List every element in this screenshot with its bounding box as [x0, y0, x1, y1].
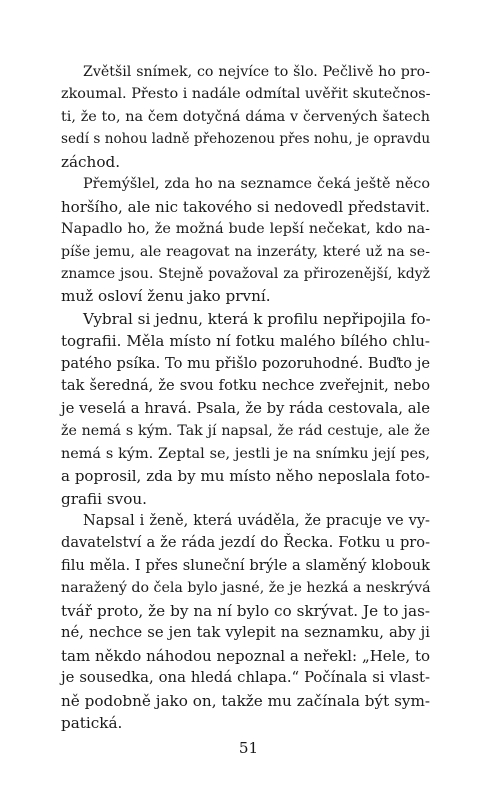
- text-line: je sousedka, ona hledá chlapa.“ Počínala si vlast-: [61, 669, 430, 686]
- text-line: zkoumal. Přesto i nadále odmítal uvěřit skutečnos-: [61, 86, 431, 102]
- text-line: Napsal i ženě, která uváděla, že pracuje ve vy-: [83, 512, 430, 529]
- text-line: nemá s kým. Zeptal se, jestli je na snímku její pes,: [61, 446, 430, 462]
- text-line: filu měla. I přes sluneční brýle a slaměný klobouk: [61, 557, 430, 574]
- text-line: patého psíka. To mu přišlo pozoruhodné. Buďto je: [61, 355, 430, 372]
- text-line: znamce jsou. Stejně považoval za přirozenější, když: [61, 266, 430, 282]
- text-line: né, nechce se jen tak vylepit na seznamku, aby ji: [61, 624, 430, 641]
- text-line: píše jemu, ale reagovat na inzeráty, které už na se-: [61, 244, 430, 260]
- text-line: sedí s nohou ladně přehozenou přes nohu, je opravdu: [61, 131, 431, 147]
- text-line: patická.: [61, 714, 123, 732]
- text-line: Vybral si jednu, která k profilu nepřipojila fo-: [83, 310, 431, 328]
- text-line: a poprosil, zda by mu místo něho neposlala foto-: [61, 467, 430, 485]
- text-line: Napadlo ho, že možná bude lepší nečekat, kdo na-: [61, 221, 430, 237]
- text-line: davatelství a že ráda jezdí do Řecka. Fotku u pro-: [61, 534, 430, 551]
- text-line: Zvětšil snímek, co nejvíce to šlo. Pečlivě ho pro-: [83, 64, 430, 80]
- page-number: 51: [238, 739, 259, 757]
- text-line: grafii svou.: [61, 490, 147, 508]
- text-line: tvář proto, že by na ní bylo co skrývat. Je to jas-: [61, 602, 430, 620]
- text-line: že nemá s kým. Tak jí napsal, že rád cestuje, ale že: [61, 423, 430, 439]
- text-line: ně podobně jako on, takže mu začínala být sym-: [61, 692, 430, 710]
- text-line: tak šeredná, že svou fotku nechce zveřejnit, nebo: [61, 377, 430, 394]
- text-line: muž osloví ženu jako první.: [61, 287, 271, 305]
- text-line: tam někdo náhodou nepoznal a neřekl: „Hele, to: [61, 647, 430, 665]
- text-line: horšího, ale nic takového si nedovedl představit.: [61, 198, 430, 216]
- text-line: naražený do čela bylo jasné, že je hezká a neskrývá: [61, 580, 431, 596]
- text-line: záchod.: [61, 153, 121, 171]
- text-line: tografii. Měla místo ní fotku malého bílého chlu-: [61, 332, 430, 350]
- text-line: Přemýšlel, zda ho na seznamce čeká ještě něco: [83, 176, 430, 192]
- text-line: je veselá a hravá. Psala, že by ráda cestovala, ale: [61, 400, 430, 417]
- text-line: ti, že to, na čem dotyčná dáma v červených šatech: [61, 109, 430, 125]
